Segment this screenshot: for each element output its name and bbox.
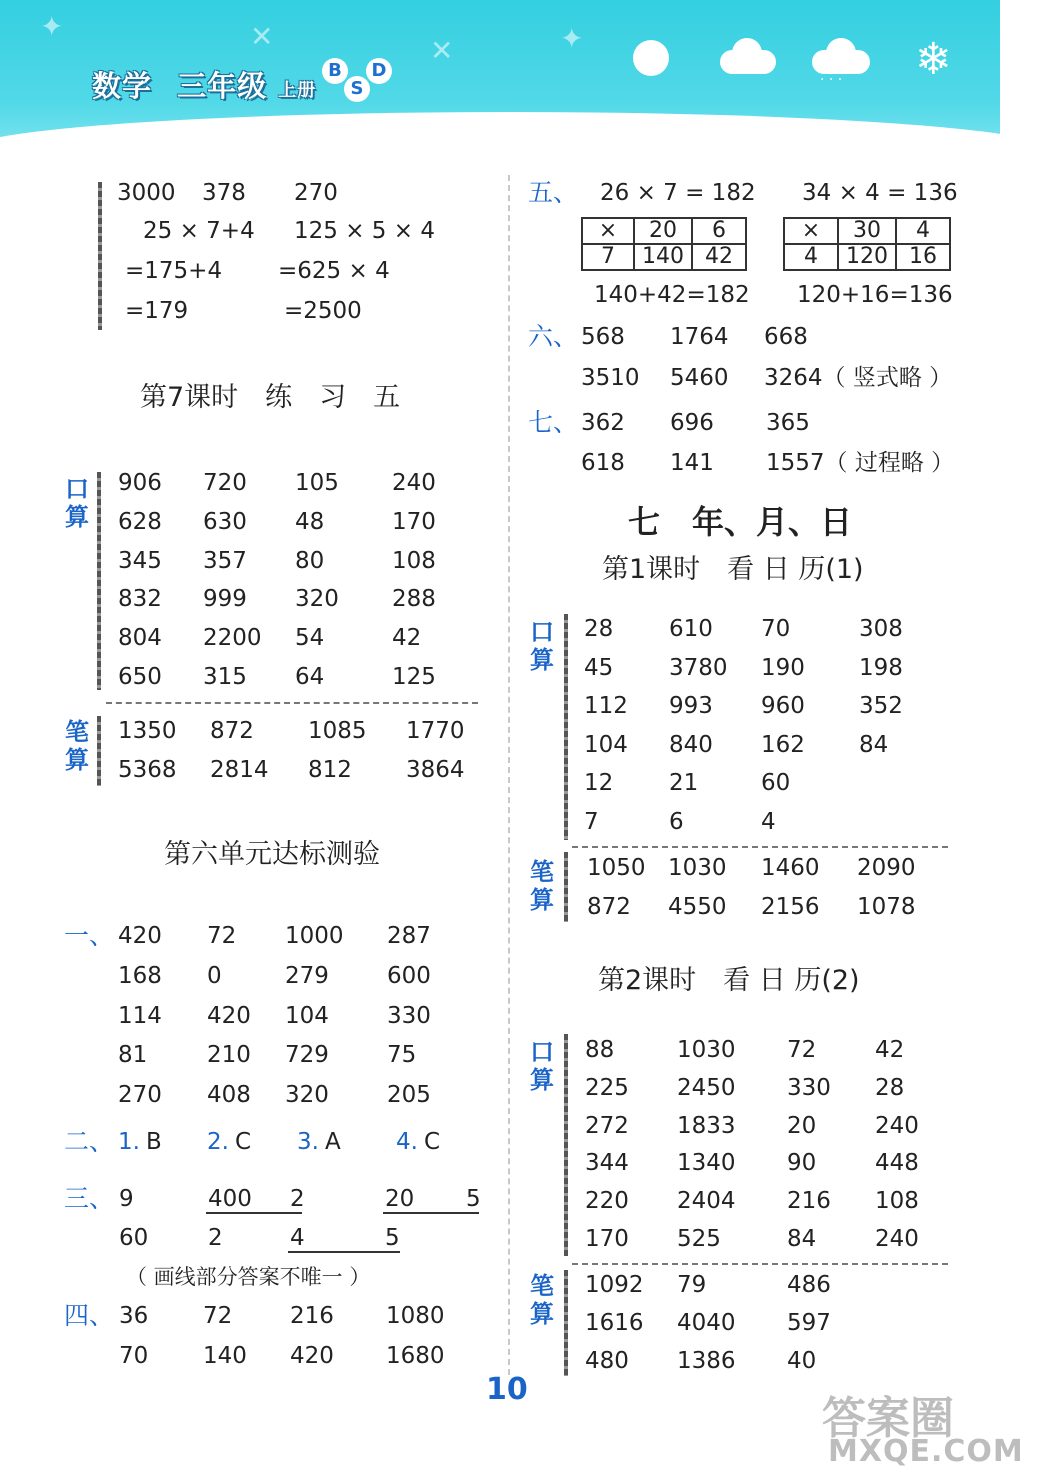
answer: 28 [875, 1074, 905, 1101]
answer: 5460 [670, 365, 729, 391]
underline [383, 1212, 479, 1214]
header-banner: ✦ ✕ ✕ ✦ · · · ❄ 数学 三年级 上册 B S D [0, 0, 1000, 150]
q7-label: 七、 [528, 408, 579, 437]
answer: 2200 [203, 625, 262, 652]
answer: 104 [285, 1002, 329, 1029]
chapter-title: 七 年、月、日 [628, 503, 853, 541]
answer: 270 [294, 180, 338, 206]
underline [206, 1212, 302, 1214]
answer: 345 [118, 547, 162, 574]
choice-number: 3. [297, 1129, 319, 1155]
answer: 2 [208, 1225, 223, 1251]
plus-icon: ✕ [430, 34, 454, 67]
multiplication-table [581, 217, 747, 271]
answer: 60 [761, 770, 791, 797]
answer: 240 [875, 1112, 919, 1139]
section-bar [97, 472, 101, 690]
answer: 315 [203, 664, 247, 690]
answer: 362 [581, 410, 625, 436]
table-cell: 4 [896, 218, 950, 244]
watermark-logo: 答案圈 [822, 1393, 954, 1444]
lesson-title: 第1课时 看 日 历(1) [602, 554, 864, 585]
book-title [92, 64, 316, 105]
answer: 330 [387, 1002, 431, 1029]
answer: 79 [677, 1272, 707, 1298]
answer: 3864 [406, 756, 465, 783]
plus-icon: ✦ [40, 10, 64, 43]
plus-icon: ✕ [250, 20, 274, 53]
answer: 4 [761, 809, 776, 835]
answer: 4 [290, 1225, 305, 1251]
answer: 2450 [677, 1074, 736, 1101]
underline [288, 1251, 400, 1253]
choice-number: 4. [396, 1129, 418, 1155]
answer: 225 [585, 1074, 629, 1101]
table-cell: × [582, 218, 634, 244]
grade-label: 三年级 [177, 69, 268, 103]
answer: 960 [761, 693, 805, 720]
q5-label: 五、 [528, 178, 579, 207]
answer: 42 [392, 625, 422, 652]
answer: 720 [203, 470, 247, 496]
answer: 5 [385, 1225, 400, 1251]
table-cell: 16 [896, 244, 950, 270]
answer: 1340 [677, 1150, 736, 1177]
answer: 1833 [677, 1112, 736, 1139]
oral-label: 口算 [65, 475, 89, 531]
answer: 872 [210, 718, 254, 744]
answer: 88 [585, 1037, 615, 1063]
choice-answer: C [424, 1129, 441, 1155]
answer: 28 [584, 616, 614, 642]
q1-label: 一、 [64, 921, 115, 950]
answer: 70 [119, 1342, 149, 1369]
answer: 1680 [386, 1342, 445, 1369]
answer: 112 [584, 693, 628, 720]
table-cell: 140 [634, 244, 692, 270]
q3-note: （ 画线部分答案不唯一 ） [126, 1265, 371, 1289]
answer: 1030 [677, 1037, 736, 1063]
table-cell: 42 [692, 244, 746, 270]
answer: 832 [118, 586, 162, 613]
written-label: 笔算 [530, 1272, 554, 1328]
table-cell: 30 [838, 218, 896, 244]
answer: 2156 [761, 894, 820, 920]
answer: 650 [118, 664, 162, 690]
answer: 999 [203, 586, 247, 613]
calc-step: =625 × 4 [278, 258, 390, 284]
q3-label: 三、 [64, 1184, 115, 1213]
answer: 270 [118, 1082, 162, 1109]
edition-letter: D [366, 58, 392, 84]
answer: 3510 [581, 365, 640, 391]
answer: 993 [669, 693, 713, 720]
answer: 1350 [118, 718, 177, 744]
answer: 60 [119, 1225, 149, 1251]
answer: 190 [761, 654, 805, 681]
answer: 4040 [677, 1310, 736, 1337]
dashed-separator [572, 1263, 948, 1265]
answer: 480 [585, 1348, 629, 1375]
answer: 1030 [668, 855, 727, 881]
answer: 4550 [668, 894, 727, 920]
answer: 872 [587, 894, 631, 920]
answer: 141 [670, 450, 714, 476]
answer: 81 [118, 1042, 148, 1069]
answer: 104 [584, 731, 628, 758]
answer: 114 [118, 1002, 162, 1029]
answer: 9 [119, 1186, 134, 1212]
calc-step: =175+4 [125, 258, 223, 284]
answer: 618 [581, 450, 625, 476]
volume-label: 上册 [278, 80, 317, 101]
answer: 12 [584, 770, 614, 797]
calc-step: =2500 [284, 298, 362, 324]
answer: 240 [392, 470, 436, 496]
answer: 2090 [857, 855, 916, 881]
answer: 408 [207, 1082, 251, 1109]
answer: 7 [584, 809, 599, 835]
q4-label: 四、 [64, 1301, 115, 1330]
answer: 80 [295, 547, 325, 574]
answer: 729 [285, 1042, 329, 1069]
section-bar [564, 852, 568, 922]
section-bar [564, 614, 568, 840]
answer: 84 [859, 731, 889, 758]
answer: 2404 [677, 1188, 736, 1215]
answer: 205 [387, 1082, 431, 1109]
sum-line: 140+42=182 [594, 282, 750, 308]
answer: 1078 [857, 894, 916, 920]
answer: 170 [585, 1226, 629, 1252]
edition-letter: B [322, 58, 348, 84]
answer: 240 [875, 1226, 919, 1252]
page-number: 10 [486, 1372, 528, 1407]
watermark-url: MXQE.COM [828, 1434, 1024, 1469]
answer: 84 [787, 1226, 817, 1252]
snowflake-icon: ❄ [915, 34, 952, 85]
table-cell: 6 [692, 218, 746, 244]
answer: 1764 [670, 324, 729, 350]
answer: 668 [764, 324, 808, 350]
answer: 272 [585, 1112, 629, 1139]
q6-label: 六、 [528, 322, 579, 351]
answer: 162 [761, 731, 805, 758]
answer: 210 [207, 1042, 251, 1069]
answer: 45 [584, 654, 614, 681]
answer: 308 [859, 616, 903, 642]
table-cell: 7 [582, 244, 634, 270]
answer: 1770 [406, 718, 465, 744]
answer: 75 [387, 1042, 417, 1069]
answer: 21 [669, 770, 699, 797]
answer: 1616 [585, 1310, 644, 1337]
section-bar [97, 716, 101, 786]
answer: 140 [203, 1342, 247, 1369]
answer: 630 [203, 508, 247, 535]
answer: 288 [392, 586, 436, 613]
edition-letter: S [344, 76, 370, 102]
answer: 1000 [285, 923, 344, 949]
answer: 3780 [669, 654, 728, 681]
answer: 72 [203, 1303, 233, 1329]
answer: 330 [787, 1074, 831, 1101]
answer: 525 [677, 1226, 721, 1252]
answer: 216 [787, 1188, 831, 1215]
answer: 320 [285, 1082, 329, 1109]
answer: 168 [118, 962, 162, 989]
answer: 610 [669, 616, 713, 642]
subject-label: 数学 [92, 69, 153, 103]
choice-answer: B [146, 1129, 162, 1155]
answer: 486 [787, 1272, 831, 1298]
answer: 1050 [587, 855, 646, 881]
answer: 804 [118, 625, 162, 652]
table-cell: 20 [634, 218, 692, 244]
answer: 600 [387, 962, 431, 989]
table-cell: 120 [838, 244, 896, 270]
answer: 5 [466, 1186, 481, 1212]
oral-label: 口算 [530, 618, 554, 674]
sum-line: 120+16=136 [797, 282, 953, 308]
section-bar [98, 182, 102, 330]
q2-label: 二、 [64, 1127, 115, 1156]
answer: 36 [119, 1303, 149, 1329]
choice-answer: A [325, 1129, 341, 1155]
dashed-separator [572, 846, 948, 848]
calc-step: 125 × 5 × 4 [294, 218, 435, 244]
answer: 378 [202, 180, 246, 206]
section-bar [564, 1270, 568, 1376]
answer: 64 [295, 664, 325, 690]
answer: 20 [385, 1186, 415, 1212]
answer: 72 [787, 1037, 817, 1063]
answer: 287 [387, 923, 431, 949]
answer: 357 [203, 547, 247, 574]
written-label: 笔算 [65, 718, 89, 774]
answer: 198 [859, 654, 903, 681]
written-label: 笔算 [530, 858, 554, 914]
unit-test-title: 第六单元达标测验 [164, 839, 380, 870]
dashed-separator [106, 702, 478, 704]
answer: 108 [875, 1188, 919, 1215]
answer: 448 [875, 1150, 919, 1177]
answer: 3264（ 竖式略 ） [764, 365, 953, 391]
answer: 1557（ 过程略 ） [766, 450, 955, 476]
answer: 840 [669, 731, 713, 758]
answer: 54 [295, 625, 325, 652]
answer: 400 [208, 1186, 252, 1212]
answer: 20 [787, 1112, 817, 1139]
answer: 628 [118, 508, 162, 535]
answer: 40 [787, 1348, 817, 1375]
answer: 3000 [117, 180, 176, 206]
answer: 597 [787, 1310, 831, 1337]
answer: 1092 [585, 1272, 644, 1298]
column-divider [508, 175, 510, 1375]
lesson-title: 第7课时 练 习 五 [140, 382, 401, 413]
answer: 906 [118, 470, 162, 496]
choice-answer: C [235, 1129, 252, 1155]
answer: 1460 [761, 855, 820, 881]
plus-icon: ✦ [560, 22, 584, 55]
answer: 420 [118, 923, 162, 949]
lesson-title: 第2课时 看 日 历(2) [598, 965, 860, 996]
choice-number: 2. [207, 1129, 229, 1155]
answer: 1085 [308, 718, 367, 744]
calc-step: 25 × 7+4 [143, 218, 255, 244]
table-cell: 4 [784, 244, 838, 270]
answer: 72 [207, 923, 237, 949]
answer: 5368 [118, 756, 177, 783]
answer: 568 [581, 324, 625, 350]
answer: 696 [670, 410, 714, 436]
answer: 220 [585, 1188, 629, 1215]
answer: 1386 [677, 1348, 736, 1375]
answer: 1080 [386, 1303, 445, 1329]
table-cell: × [784, 218, 838, 244]
answer: 6 [669, 809, 684, 835]
oral-label: 口算 [530, 1038, 554, 1094]
answer: 216 [290, 1303, 334, 1329]
answer: 105 [295, 470, 339, 496]
answer: 48 [295, 508, 325, 535]
answer: 365 [766, 410, 810, 436]
sun-icon [633, 40, 669, 76]
answer: 125 [392, 664, 436, 690]
calc-step: =179 [125, 298, 189, 324]
answer: 170 [392, 508, 436, 535]
answer: 279 [285, 962, 329, 989]
choice-number: 1. [118, 1129, 140, 1155]
answer: 420 [207, 1002, 251, 1029]
equation: 26 × 7 = 182 [600, 180, 756, 206]
answer: 42 [875, 1037, 905, 1063]
answer: 812 [308, 756, 352, 783]
answer: 2814 [210, 756, 269, 783]
answer: 90 [787, 1150, 817, 1177]
answer: 352 [859, 693, 903, 720]
equation: 34 × 4 = 136 [802, 180, 958, 206]
answer: 320 [295, 586, 339, 613]
answer: 0 [207, 962, 222, 989]
answer: 70 [761, 616, 791, 642]
answer: 344 [585, 1150, 629, 1177]
answer: 2 [290, 1186, 305, 1212]
answer: 420 [290, 1342, 334, 1369]
multiplication-table [783, 217, 951, 271]
section-bar [564, 1034, 568, 1256]
answer: 108 [392, 547, 436, 574]
